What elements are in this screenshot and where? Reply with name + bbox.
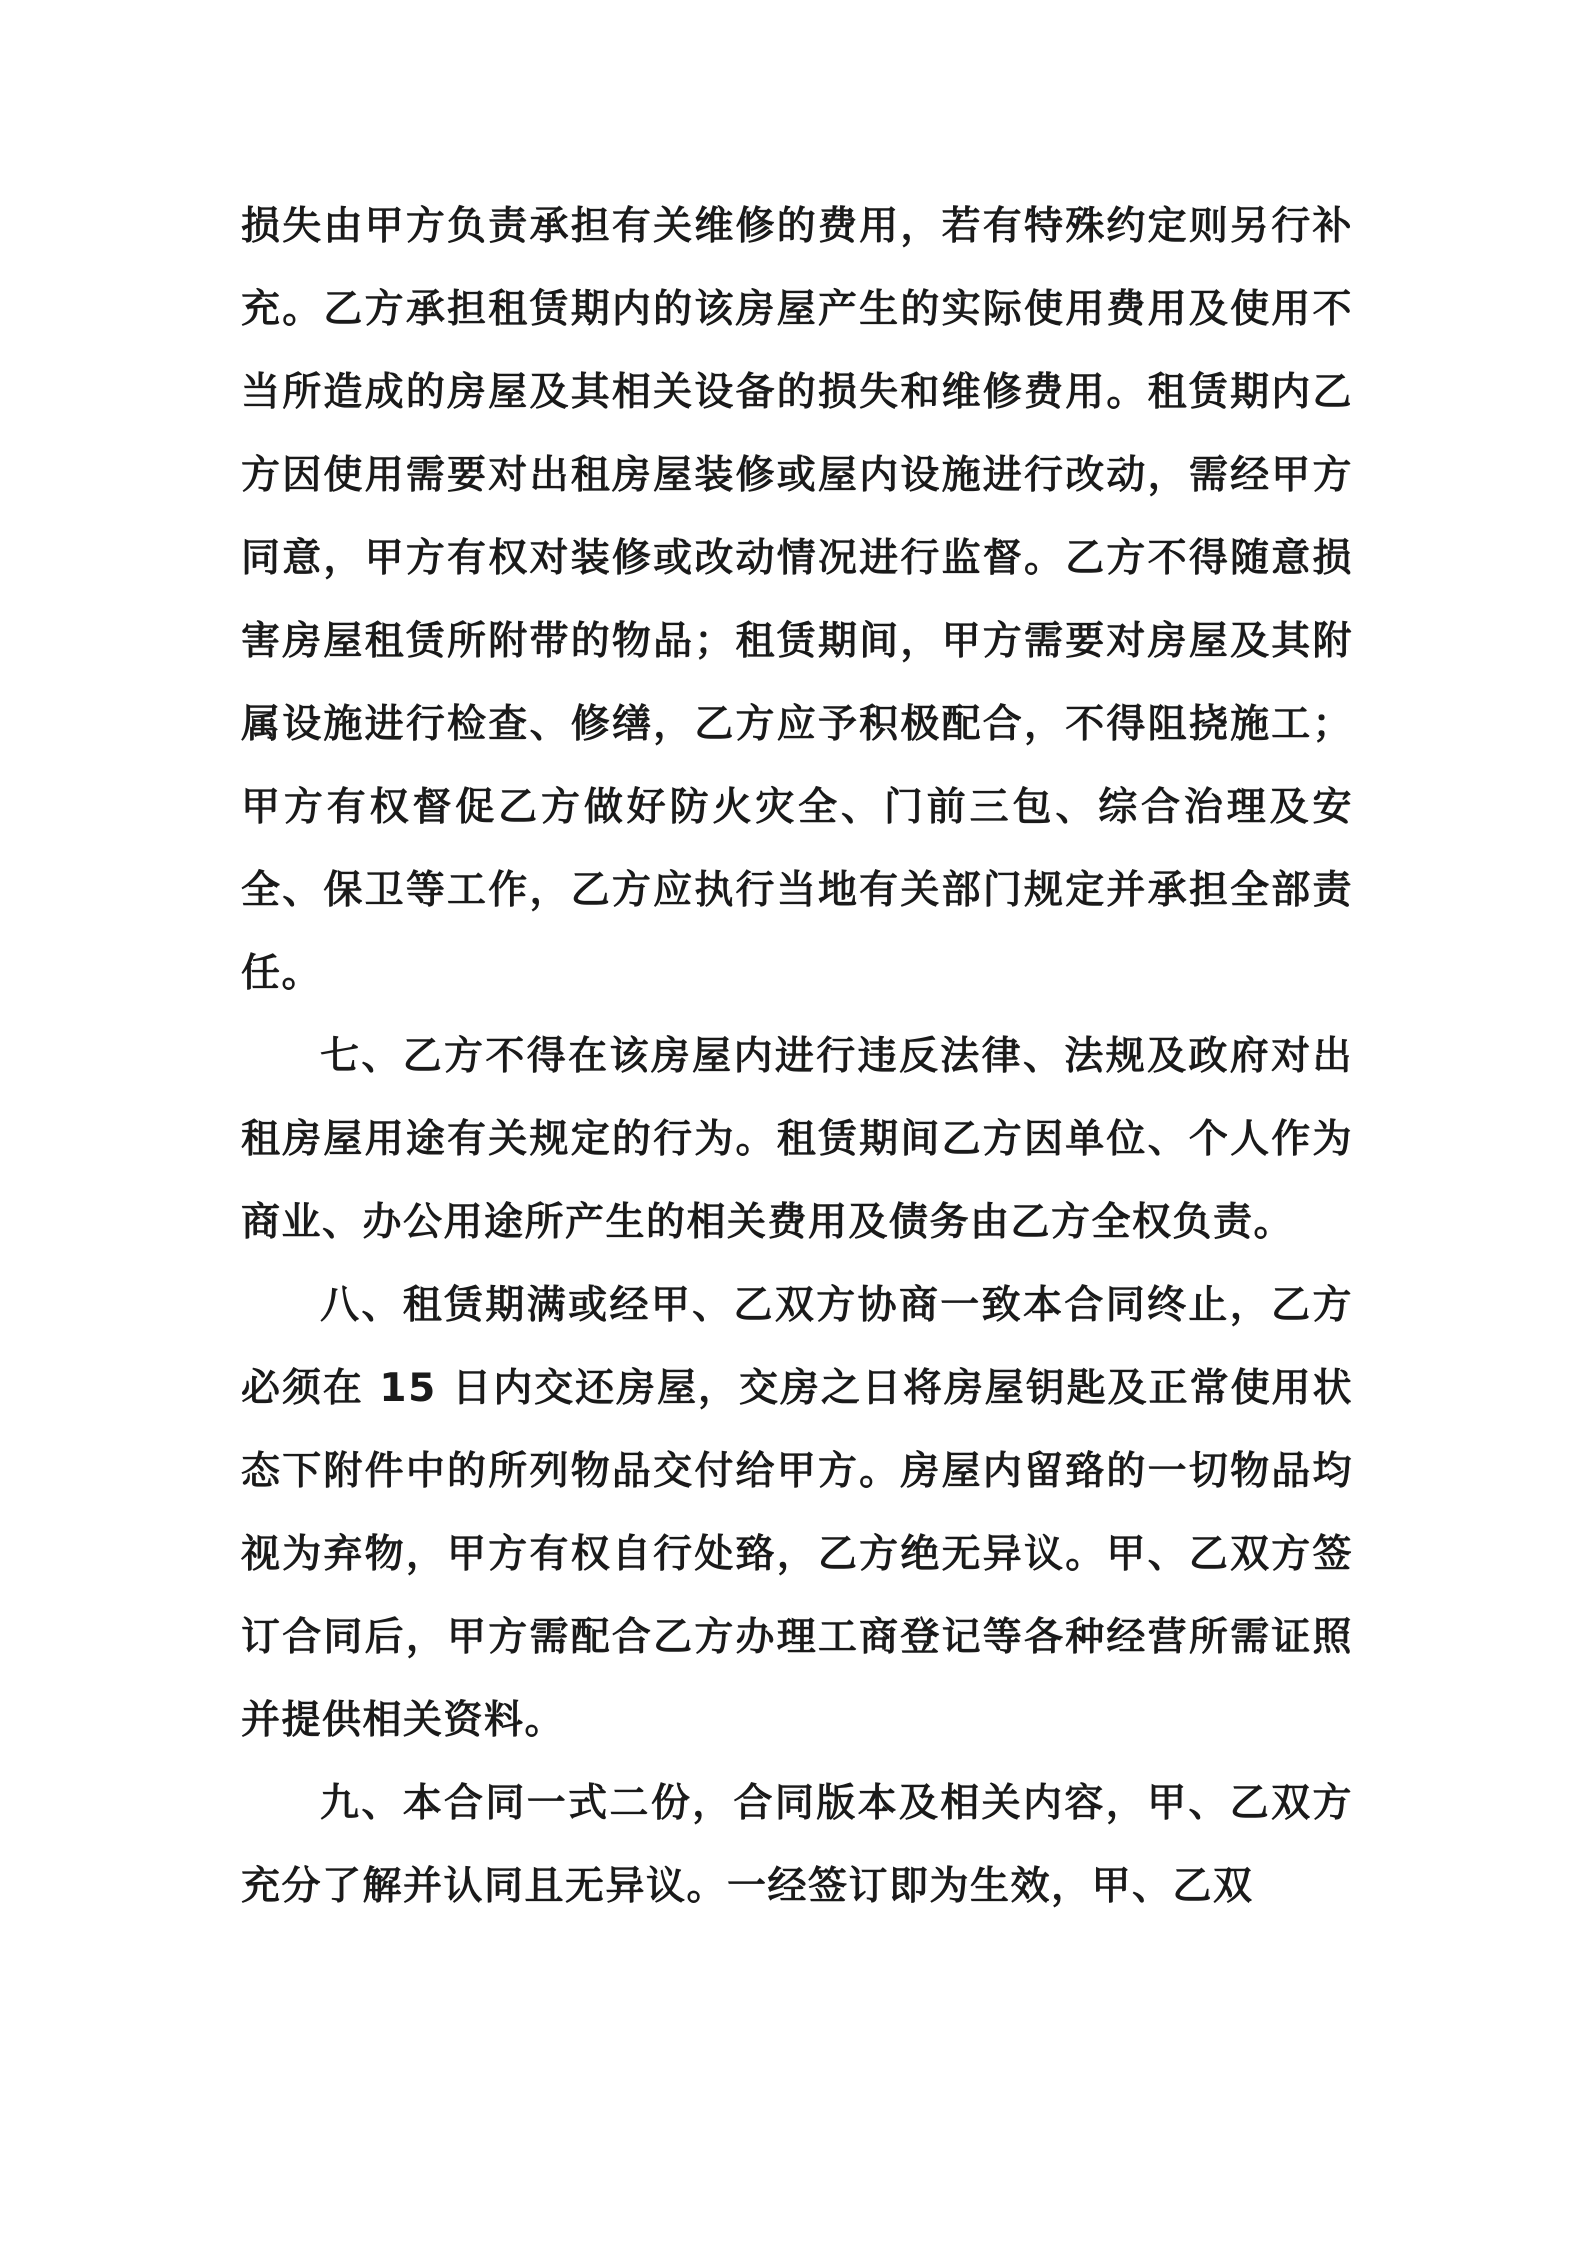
paragraph-continued: 损失由甲方负责承担有关维修的费用，若有特殊约定则另行补充。乙方承担租赁期内的该房屋产生的实际使用费用及使用不当所造成的房屋及其相关设备的损失和维修费用。租赁期内乙方因使用需要对出租房屋装修或屋内设施进行改动，需经甲方同意，甲方有权对装修或改动情况进行监督。乙方不得随意损害房屋租赁所附带的物品；租赁期间，甲方需要对房屋及其附属设施进行检查、修缮，乙方应予积极配合，不得阻挠施工；甲方有权督促乙方做好防火灾全、门前三包、综合治理及安全、保卫等工作，乙方应执行当地有关部门规定并承担全部责任。 <box>241 204 1353 996</box>
contract-body <box>241 185 1353 1928</box>
clause-9-paragraph: 九、本合同一式二份，合同版本及相关内容，甲、乙双方充分了解并认同且无异议。一经签订即为生效，甲、乙双 <box>241 1781 1353 1909</box>
clause-8-paragraph: 八、租赁期满或经甲、乙双方协商一致本合同终止，乙方必须在 15 日内交还房屋，交房之日将房屋钥匙及正常使用状态下附件中的所列物品交付给甲方。房屋内留臵的一切物品均视为弃物，甲方有权自行处臵，乙方绝无异议。甲、乙双方签订合同后，甲方需配合乙方办理工商登记等各种经营所需证照并提供相关资料。 <box>241 1283 1353 1743</box>
clause-7-paragraph: 七、乙方不得在该房屋内进行违反法律、法规及政府对出租房屋用途有关规定的行为。租赁期间乙方因单位、个人作为商业、办公用途所产生的相关费用及债务由乙方全权负责。 <box>241 1034 1353 1245</box>
